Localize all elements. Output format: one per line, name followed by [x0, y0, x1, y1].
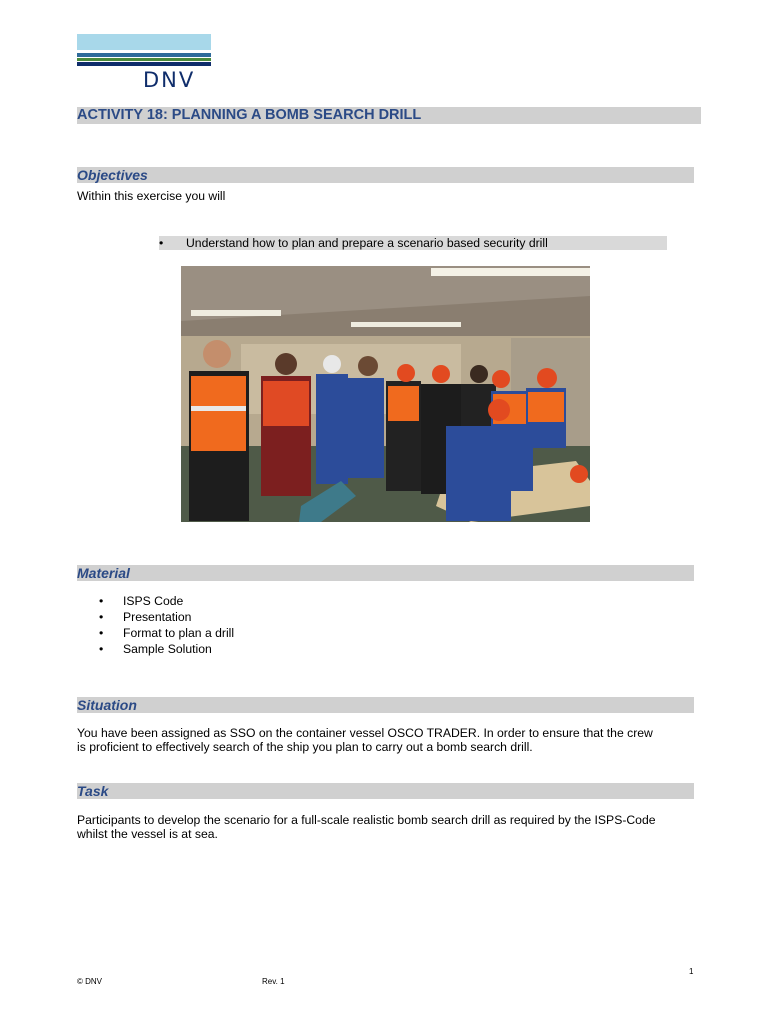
- task-line-1: Participants to develop the scenario for a full-scale realistic bomb search drill as required by the ISPS-Code: [77, 813, 656, 827]
- logo-wordmark: DNV: [143, 68, 196, 92]
- objectives-bullet: [159, 236, 667, 250]
- crew-drill-photo: [181, 266, 590, 522]
- objectives-heading-bar: [77, 167, 694, 183]
- footer-copyright: © DNV: [77, 977, 103, 986]
- logo-band-dark: [77, 62, 211, 66]
- crew-drill-photo-illustration: [181, 266, 590, 522]
- logo-band-blue: [77, 53, 211, 57]
- task-heading: Task: [77, 783, 109, 799]
- bullet-dot: •: [159, 236, 164, 250]
- situation-heading: Situation: [77, 697, 137, 713]
- page-number: 1: [689, 967, 694, 976]
- situation-heading-bar: [77, 697, 694, 713]
- objectives-heading: Objectives: [77, 167, 148, 183]
- task-heading-bar: [77, 783, 694, 799]
- footer-revision: Rev. 1: [262, 977, 285, 986]
- page-title: ACTIVITY 18: PLANNING A BOMB SEARCH DRILL: [77, 107, 422, 123]
- logo-band-light: [77, 34, 211, 50]
- situation-line-2: is proficient to effectively search of the ship you plan to carry out a bomb search drill.: [77, 740, 533, 754]
- material-heading: Material: [77, 565, 130, 581]
- objectives-bullet-text: Understand how to plan and prepare a scenario based security drill: [186, 236, 548, 250]
- task-line-2: whilst the vessel is at sea.: [77, 827, 218, 841]
- situation-line-1: You have been assigned as SSO on the container vessel OSCO TRADER. In order to ensure that the crew: [77, 726, 653, 740]
- page-title-bar: [77, 107, 701, 124]
- logo-band-green: [77, 58, 211, 61]
- dnv-logo: [77, 34, 211, 94]
- material-heading-bar: [77, 565, 694, 581]
- objectives-intro: Within this exercise you will: [77, 189, 226, 203]
